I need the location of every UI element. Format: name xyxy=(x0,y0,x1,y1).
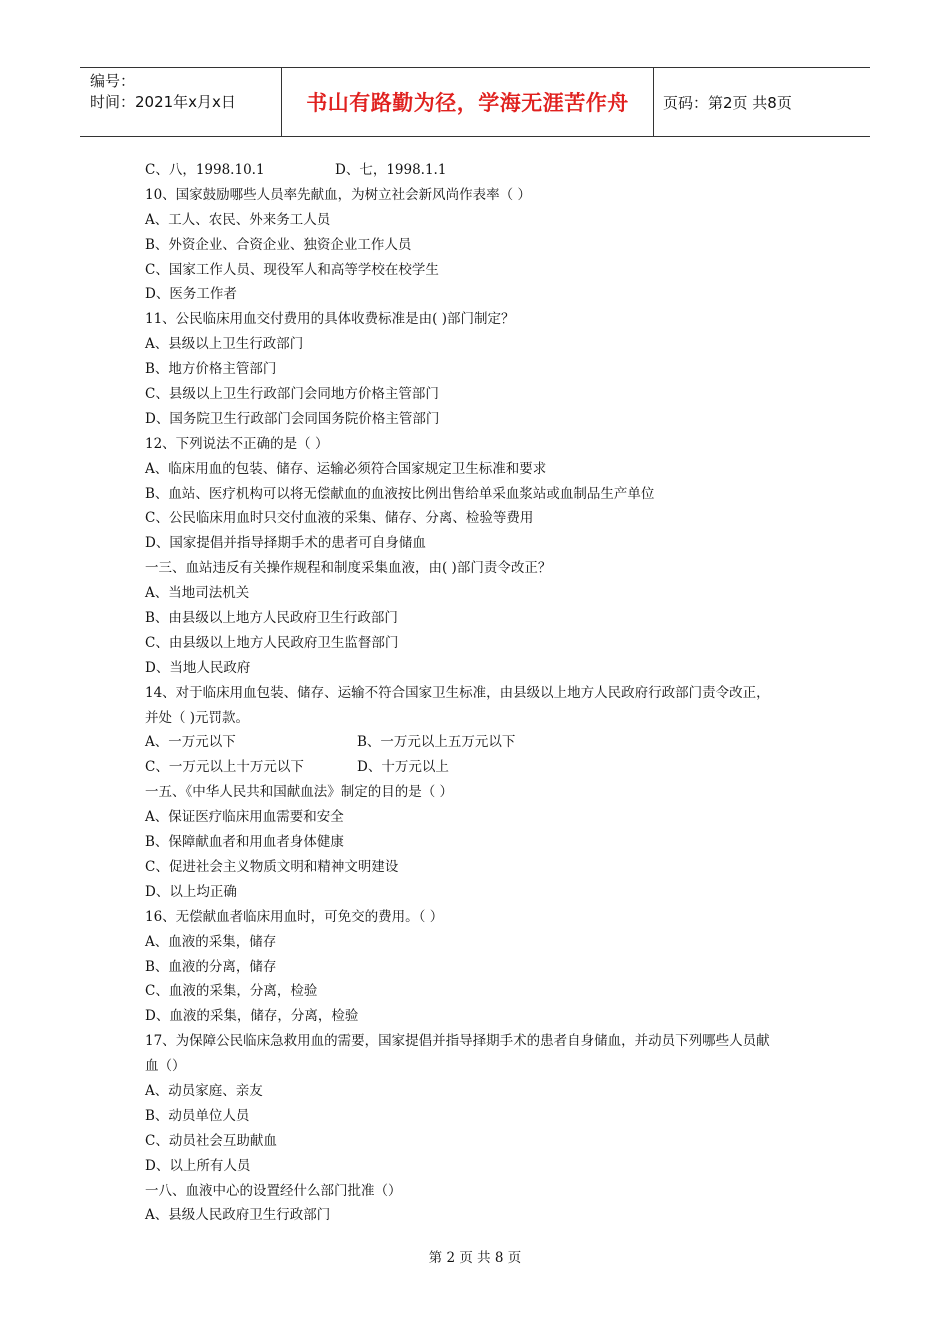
text-line xyxy=(145,382,825,407)
line-text: 10、国家鼓励哪些人员率先献血，为树立社会新风尚作表率（ ） xyxy=(145,186,531,203)
line-text-option: B、一万元以上五万元以下 xyxy=(357,734,516,751)
text-line xyxy=(145,706,825,731)
line-text: D、医务工作者 xyxy=(145,286,237,303)
line-text: 一五、《中华人民共和国献血法》制定的目的是（ ） xyxy=(145,784,454,801)
line-text: C、一万元以上十万元以下 xyxy=(145,759,304,776)
header-meta xyxy=(80,68,282,136)
line-text: 血（） xyxy=(145,1058,186,1075)
text-line xyxy=(145,656,825,681)
line-text: B、动员单位人员 xyxy=(145,1107,250,1124)
line-text: A、县级以上卫生行政部门 xyxy=(145,336,304,353)
text-line xyxy=(145,930,825,955)
text-line xyxy=(145,307,825,332)
text-line xyxy=(145,1129,825,1154)
text-line xyxy=(145,581,825,606)
line-text: D、以上均正确 xyxy=(145,883,237,900)
text-line xyxy=(145,233,825,258)
text-line xyxy=(145,830,825,855)
text-line xyxy=(145,1079,825,1104)
line-text: C、国家工作人员、现役军人和高等学校在校学生 xyxy=(145,261,439,278)
text-line xyxy=(145,606,825,631)
text-line xyxy=(145,1104,825,1129)
line-text-option: D、十万元以上 xyxy=(357,759,449,776)
text-line xyxy=(145,1154,825,1179)
line-text: C、由县级以上地方人民政府卫生监督部门 xyxy=(145,634,399,651)
line-text: B、血站、医疗机构可以将无偿献血的血液按比例出售给单采血浆站或血制品生产单位 xyxy=(145,485,655,502)
text-line xyxy=(145,183,825,208)
text-line xyxy=(145,332,825,357)
text-line xyxy=(145,1004,825,1029)
text-line xyxy=(145,855,825,880)
line-text: 并处（ )元罚款。 xyxy=(145,709,250,726)
text-line xyxy=(145,1054,825,1079)
text-line xyxy=(145,457,825,482)
text-line xyxy=(145,780,825,805)
text-line xyxy=(145,955,825,980)
line-text: C、八，1998.10.1 xyxy=(145,162,265,178)
line-text: C、公民临床用血时只交付血液的采集、储存、分离、检验等费用 xyxy=(145,510,534,527)
line-text: B、血液的分离，储存 xyxy=(145,958,277,975)
line-text: D、国务院卫生行政部门会同国务院价格主管部门 xyxy=(145,410,440,427)
text-line xyxy=(145,805,825,830)
line-text: C、促进社会主义物质文明和精神文明建设 xyxy=(145,858,399,875)
text-line xyxy=(145,755,825,780)
text-line xyxy=(145,432,825,457)
text-line xyxy=(145,208,825,233)
text-line xyxy=(145,905,825,930)
line-text: A、工人、农民、外来务工人员 xyxy=(145,211,331,228)
line-text: 14、对于临床用血包装、储存、运输不符合国家卫生标准，由县级以上地方人民政府行政部门责令改正， xyxy=(145,684,770,701)
text-line xyxy=(145,357,825,382)
line-text: A、一万元以下 xyxy=(145,734,236,751)
line-text: A、动员家庭、亲友 xyxy=(145,1082,263,1099)
line-text: A、血液的采集，储存 xyxy=(145,933,277,950)
text-line xyxy=(145,979,825,1004)
line-text: A、当地司法机关 xyxy=(145,585,250,602)
line-text-option: D、七，1998.1.1 xyxy=(335,162,447,178)
line-text: C、动员社会互助献血 xyxy=(145,1132,277,1149)
line-text: 一八、血液中心的设置经什么部门批准（） xyxy=(145,1182,402,1199)
text-line xyxy=(145,531,825,556)
text-line xyxy=(145,1203,825,1228)
text-line xyxy=(145,482,825,507)
header-motto: 书山有路勤为径，学海无涯苦作舟 xyxy=(282,68,654,136)
header-page-info: 页码：第2页 共8页 xyxy=(663,93,792,112)
text-line xyxy=(145,1029,825,1054)
line-text: B、地方价格主管部门 xyxy=(145,361,277,378)
line-text: B、由县级以上地方人民政府卫生行政部门 xyxy=(145,610,398,627)
document-number-label: 编号： xyxy=(90,72,136,90)
page-header xyxy=(80,67,870,137)
text-line xyxy=(145,258,825,283)
document-time: 时间：2021年x月x日 xyxy=(90,93,236,111)
question-list xyxy=(145,158,825,1228)
text-line xyxy=(145,282,825,307)
text-line xyxy=(145,158,825,183)
line-text: A、临床用血的包装、储存、运输必须符合国家规定卫生标准和要求 xyxy=(145,460,547,477)
line-text: A、保证医疗临床用血需要和安全 xyxy=(145,809,344,826)
line-text: D、以上所有人员 xyxy=(145,1157,251,1174)
line-text: A、县级人民政府卫生行政部门 xyxy=(145,1207,331,1224)
line-text: 一三、血站违反有关操作规程和制度采集血液，由( )部门责令改正？ xyxy=(145,560,552,577)
line-text: C、血液的采集，分离，检验 xyxy=(145,983,318,1000)
text-line xyxy=(145,506,825,531)
line-text: 12、下列说法不正确的是（ ） xyxy=(145,435,329,452)
text-line xyxy=(145,407,825,432)
line-text: B、外资企业、合资企业、独资企业工作人员 xyxy=(145,236,412,253)
text-line xyxy=(145,880,825,905)
line-text: 16、无偿献血者临床用血时，可免交的费用。（ ） xyxy=(145,908,444,925)
line-text: D、血液的采集，储存，分离，检验 xyxy=(145,1008,359,1025)
line-text: D、当地人民政府 xyxy=(145,659,251,676)
text-line xyxy=(145,556,825,581)
line-text: C、县级以上卫生行政部门会同地方价格主管部门 xyxy=(145,386,439,403)
line-text: B、保障献血者和用血者身体健康 xyxy=(145,834,344,851)
line-text: 17、为保障公民临床急救用血的需要，国家提倡并指导择期手术的患者自身储血，并动员下列哪些人员献 xyxy=(145,1033,770,1050)
line-text: D、国家提倡并指导择期手术的患者可自身储血 xyxy=(145,535,426,552)
text-line xyxy=(145,681,825,706)
text-line xyxy=(145,730,825,755)
text-line xyxy=(145,1179,825,1204)
page-footer: 第 2 页 共 8 页 xyxy=(428,1250,522,1266)
text-line xyxy=(145,631,825,656)
line-text: 11、公民临床用血交付费用的具体收费标准是由( )部门制定？ xyxy=(145,311,515,328)
